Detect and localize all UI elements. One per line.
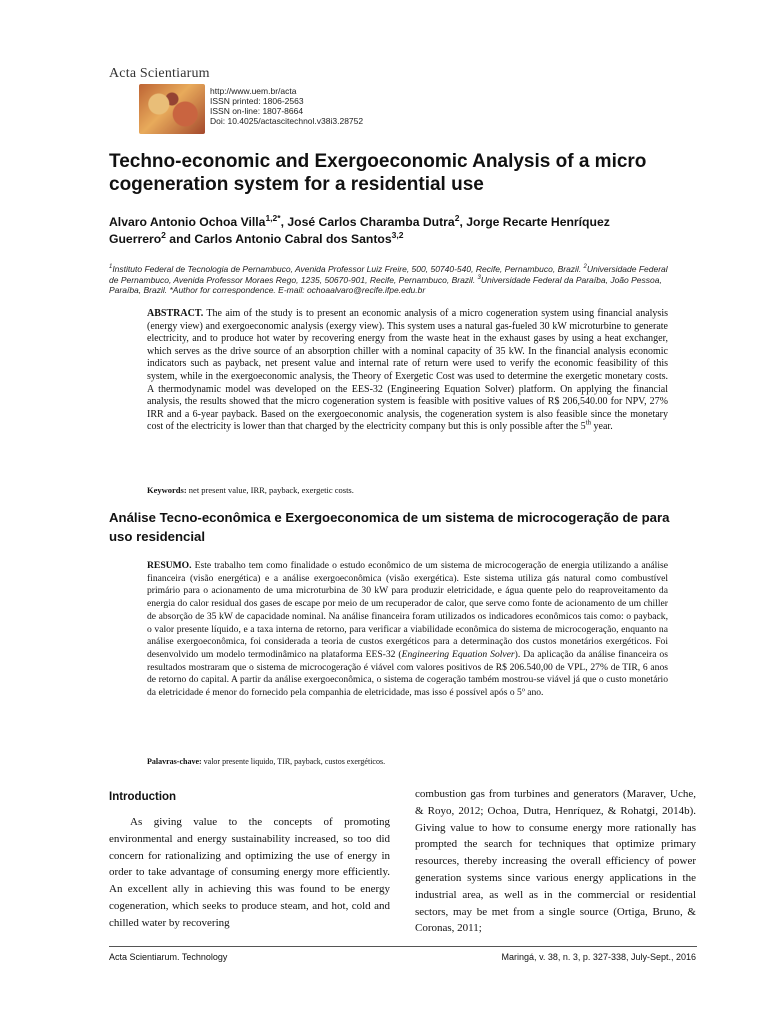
journal-meta	[210, 86, 363, 126]
palavras-chave	[147, 757, 668, 766]
doi[interactable]: Doi: 10.4025/actascitechnol.v38i3.28752	[210, 116, 364, 126]
abstract	[147, 308, 668, 434]
keywords-label: Keywords:	[147, 485, 187, 495]
resumo-text-2: ). Da aplicação da análise financeira os resultados mostraram que o sistema de microcogeração é viável com valores positivos de R$ 206.540,00 de VPL, 27% de TIR, 6 anos de retorno do capital. A partir da análise exergoeconômica, o sistema de cogeração também mostrou-se viável já que o custo monetário da eletricidade é menor do fornecido pela companhia de eletricidade, mas isso é possível após o 5º ano.	[147, 648, 668, 699]
abstract-text: The aim of the study is to present an economic analysis of a micro cogeneration system using financial analysis (energy view) and exergoeconomic analysis (exergy view). This system uses a natural gas-fueled 30 kW microturbine to generate electricity, and to produce hot water by recovering energy from the waste heat in the exhaust gases by using a heat exchanger, which serves as the drive source of an absorption chiller with a nominal capacity of 35 kW. In the financial analysis economic indicators such as payback, net present value and internal rate of return were used to verify the economic feasibility of this system, while in the exergoeconomic analysis, the Theory of Exergetic Cost was used to determine the exergetic monetary costs. A thermodynamic model was developed on the EES-32 (Engineering Equation Solver) platform. On applying the financial analysis, the results showed that the micro cogeneration system is feasible with positive values of R$ 206,540.00 for NPV, 27% IRR and a 6-year payback. Based on the exergoeconomic analysis, the cogeneration system is also feasible since the monetary cost of the electricity is lower than that charged by the electricity company but this is only possible after the 5	[147, 308, 668, 433]
resumo	[147, 560, 668, 700]
author-name: Alvaro Antonio Ochoa Villa	[109, 215, 266, 229]
journal-logo-text: Acta Scientiarum	[109, 66, 210, 81]
journal-logo-image	[139, 84, 205, 134]
affil-sup: 1	[109, 264, 113, 271]
author-sup: 3,2	[391, 229, 404, 240]
author-sup: 1,2*	[265, 212, 281, 223]
author-name: and Carlos Antonio Cabral dos Santos	[165, 232, 392, 246]
journal-url[interactable]: http://www.uem.br/acta	[210, 86, 297, 96]
keywords	[147, 485, 668, 495]
author-name: , José Carlos Charamba Dutra	[280, 215, 455, 229]
footer-citation: Maringá, v. 38, n. 3, p. 327-338, July-Sept., 2016	[501, 952, 696, 962]
portuguese-title: Análise Tecno-econômica e Exergoeconomica de um sistema de microcogeração de para uso residencial	[109, 510, 670, 544]
keywords-text: net present value, IRR, payback, exergetic costs.	[186, 485, 354, 495]
section-heading-introduction: Introduction	[109, 791, 177, 803]
palavras-text: valor presente liquido, TIR, payback, custos exergéticos.	[201, 757, 386, 766]
body-paragraph: combustion gas from turbines and generators (Maraver, Uche, & Royo, 2012; Ochoa, Dutra, Henríquez, & Rohatgi, 2014b). Giving value to how to consume energy more rationally has prompted the search for techniques that optimize primary resources, thereby increasing the overall efficiency of power generation systems since various energy applications in the industrial area, as well as in the commercial or residential sectors, may be met from a single source (Ortiga, Bruno, & Coronas, 2011;	[415, 788, 696, 935]
affiliations	[109, 264, 674, 296]
abstract-end: year.	[591, 421, 613, 433]
abstract-sup: th	[585, 419, 592, 428]
affiliation-text: Universidade Federal de Pernambuco, Avenida Professor Moraes Rego, 1235, 50670-901, Recife, Pernambuco, Brazil.	[109, 264, 668, 285]
palavras-label: Palavras-chave:	[147, 757, 202, 766]
issn-online: ISSN on-line: 1807-8664	[210, 106, 304, 116]
paper-title: Techno-economic and Exergoeconomic Analysis of a micro cogeneration system for a residential use	[109, 151, 647, 195]
body-paragraph: As giving value to the concepts of promoting environmental and energy sustainability increased, so too did concern for rationalizing and optimizing the use of energy in order to take advantage of consuming energy more efficiently. An excellent ally in achieving this was found to be energy cogeneration, which seeks to produce steam, and hot, cold and chilled water by recovering	[109, 816, 390, 929]
footer-journal: Acta Scientiarum. Technology	[109, 952, 228, 962]
body-column-left	[109, 814, 390, 932]
affil-sup: 3	[477, 274, 481, 281]
resumo-label: RESUMO.	[147, 560, 192, 571]
issn-printed: ISSN printed: 1806-2563	[210, 96, 304, 106]
footer-divider	[109, 946, 697, 947]
affiliation-text: Instituto Federal de Tecnologia de Pernambuco, Avenida Professor Luiz Freire, 500, 50740-540, Recife, Pernambuco, Brazil.	[112, 264, 584, 274]
affil-sup: 2	[583, 264, 587, 271]
author-name: , Jorge Recarte Henríquez Guerrero	[109, 215, 610, 246]
resumo-italic: Engineering Equation Solver	[401, 648, 515, 660]
author-list	[109, 214, 669, 248]
affiliation-text: Universidade Federal da Paraíba, João Pessoa, Paraíba, Brazil. *Author for correspondence. E-mail: ochoaalvaro@recife.ifpe.edu.br	[109, 274, 662, 295]
author-sup: 2	[454, 212, 460, 223]
abstract-label: ABSTRACT.	[147, 308, 204, 319]
body-column-right	[415, 786, 696, 937]
resumo-text: Este trabalho tem como finalidade o estudo econômico de um sistema de microcogeração de energia utilizando a análise financeira (visão energética) e a análise exergoeconômica (visão exergética). Este sistema utiliza gás natural como combustível primário para o acionamento de uma microturbina de 30 kW para produzir eletricidade, e água quente pelo do reaproveitamento da energia do calor residual dos gases de escape por meio de um recuperador de calor, que serve como fonte de acionamento de um chiller de absorção de 35 kW de capacidade nominal. Na análise financeira foram utilizados os indicadores econômicos tais como: o payback, o valor presente líquido, e a taxa interna de retorno, para verificar a viabilidade econômica do sistema de microcogeração, enquanto na análise exergoeconômica, foi considerada a teoria de custos exergéticos para a determinação dos custos monetários exergéticos. Foi desenvolvido um modelo termodinâmico na plataforma EES-32 (	[147, 560, 668, 660]
author-sup: 2	[161, 229, 166, 240]
